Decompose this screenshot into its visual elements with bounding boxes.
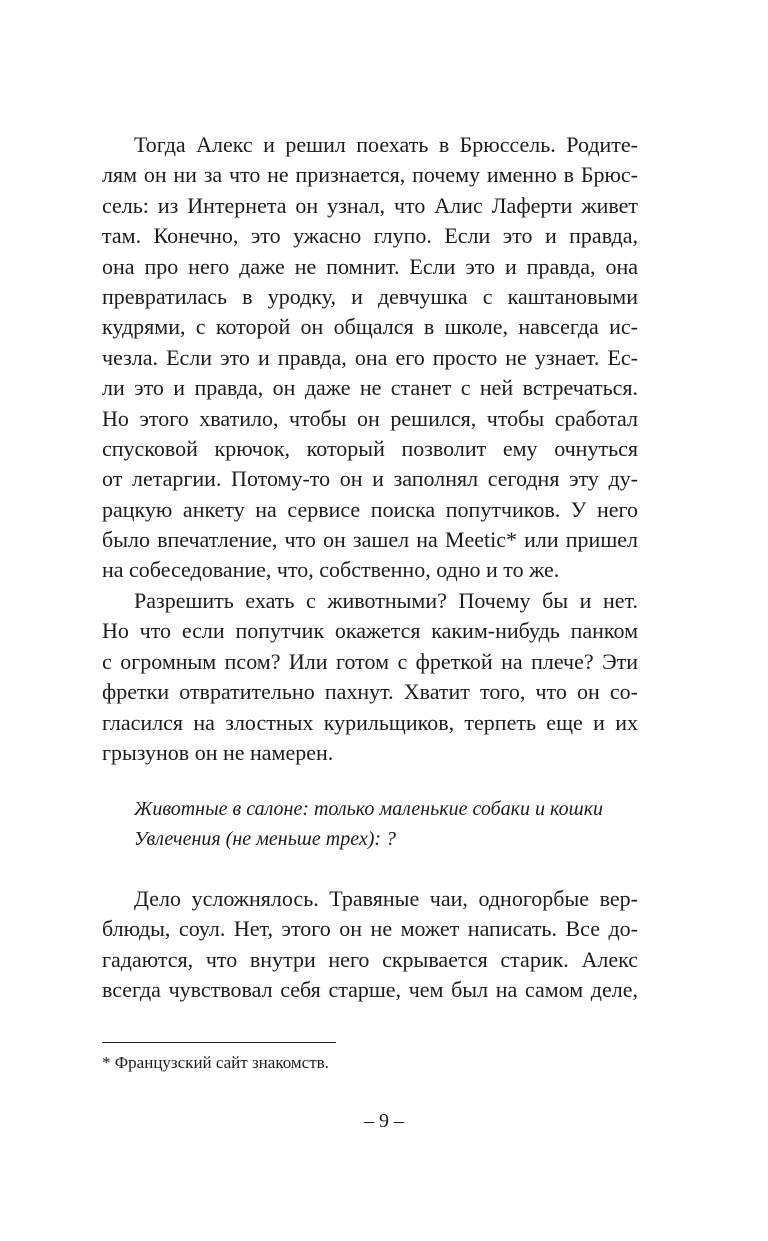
text-line: чезла. Если это и правда, она его просто не узнает. Ес- bbox=[102, 344, 638, 370]
text-line: лям он ни за что не признается, почему именно в Брюс- bbox=[102, 162, 638, 188]
paragraph-2 bbox=[102, 586, 638, 768]
text-line: было впечатление, что он зашел на Meetic* или пришел bbox=[102, 527, 638, 553]
text-line: Тогда Алекс и решил поехать в Брюссель. Родите- bbox=[134, 132, 638, 157]
text-line: рацкую анкету на сервисе поиска попутчиков. У него bbox=[102, 496, 638, 522]
paragraph-3 bbox=[102, 884, 638, 1006]
text-line: там. Конечно, это ужасно глупо. Если это и правда, bbox=[102, 223, 638, 249]
text-line: спусковой крючок, который позволит ему очнуться bbox=[102, 435, 638, 461]
page-number: – 9 – bbox=[364, 1110, 404, 1132]
text-line: фретки отвратительно пахнут. Хватит того, что он со- bbox=[102, 679, 638, 705]
text-line: от летаргии. Потому-то он и заполнял сегодня эту ду- bbox=[102, 466, 638, 492]
text-line: превратилась в уродку, и девчушка с каштановыми bbox=[102, 283, 638, 309]
text-line: на собеседование, что, собственно, одно и то же. bbox=[102, 557, 560, 583]
text-line: с огромным псом? Или готом с фреткой на плече? Эти bbox=[102, 648, 638, 674]
text-line: Дело усложнялось. Травяные чаи, одногорбые вер- bbox=[134, 886, 638, 911]
text-line: Но что если попутчик окажется каким-нибудь панком bbox=[102, 618, 638, 644]
footnote-divider bbox=[102, 1042, 336, 1043]
form-line-hobbies: Увлечения (не меньше трех): ? bbox=[134, 828, 397, 850]
text-line: она про него даже не помнит. Если это и правда, она bbox=[102, 253, 638, 279]
text-line: Разрешить ехать с животными? Почему бы и нет. bbox=[134, 588, 638, 613]
footnote: * Французский сайт знакомств. bbox=[102, 1053, 329, 1072]
form-fields bbox=[102, 794, 638, 854]
text-line: всегда чувствовал себя старше, чем был на самом деле, bbox=[102, 977, 638, 1003]
text-line: грызунов он не намерен. bbox=[102, 739, 334, 765]
text-line: блюды, соул. Нет, этого он не может написать. Все до- bbox=[102, 916, 638, 942]
form-line-animals: Животные в салоне: только маленькие собаки и кошки bbox=[134, 798, 604, 820]
paragraph-1 bbox=[102, 130, 638, 586]
text-line: кудрями, с которой он общался в школе, навсегда ис- bbox=[102, 314, 638, 340]
text-line: гласился на злостных курильщиков, терпеть еще и их bbox=[102, 709, 638, 735]
text-line: Но этого хватило, чтобы он решился, чтобы сработал bbox=[102, 405, 638, 431]
text-line: гадаются, что внутри него скрывается старик. Алекс bbox=[102, 946, 638, 972]
text-line: ли это и правда, он даже не станет с ней встречаться. bbox=[102, 375, 638, 401]
text-line: сель: из Интернета он узнал, что Алис Лаферти живет bbox=[102, 192, 638, 218]
